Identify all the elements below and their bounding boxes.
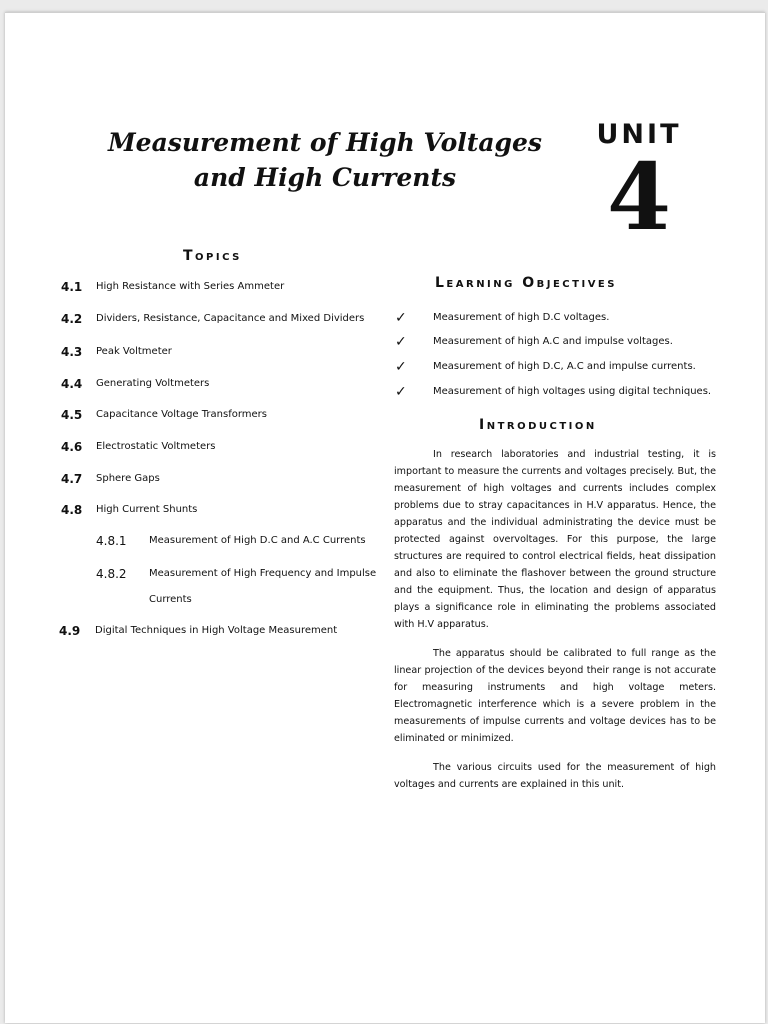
topic-number: 4.9	[59, 624, 81, 638]
topic-text: Capacitance Voltage Transformers	[96, 409, 267, 420]
topic-number: 4.1	[61, 280, 83, 294]
topic-text: Measurement of High D.C and A.C Currents	[149, 535, 366, 546]
topic-text: High Current Shunts	[96, 504, 198, 515]
intro-paragraph: In research laboratories and industrial testing, it is important to measure the currents and voltages precisely. But, the measurement of high voltages and currents includes complex problems due to stray capacitances in H.V apparatus. Hence, the apparatus and the individual administrating the device must be protected against overvoltages. For this purpose, the large structures are required to control electrical fields, heat dissipation and also to eliminate the flashover between the ground structure and the equipment. Thus, the location and design of apparatus plays a significance role in eliminating the problems associated with H.V apparatus.	[394, 449, 716, 630]
checkmark-icon: ✓	[395, 310, 407, 326]
checkmark-icon: ✓	[395, 359, 407, 375]
topic-text: Generating Voltmeters	[96, 378, 210, 389]
title-line-1: Measurement of High Voltages	[108, 128, 542, 157]
unit-number: 4	[606, 143, 671, 251]
topic-number: 4.6	[61, 440, 83, 454]
title-line-2: and High Currents	[193, 163, 457, 192]
topic-number: 4.5	[61, 408, 83, 422]
topic-text: Measurement of High Frequency and Impulse	[149, 568, 377, 579]
checkmark-icon: ✓	[395, 334, 407, 350]
objective-text: Measurement of high D.C, A.C and impulse currents.	[433, 361, 696, 372]
topic-number: 4.2	[61, 312, 83, 326]
topic-number: 4.8.1	[96, 534, 127, 548]
topic-text: Electrostatic Voltmeters	[96, 441, 216, 452]
intro-paragraph: The various circuits used for the measurement of high voltages and currents are explained in this unit.	[394, 762, 716, 790]
topic-number: 4.3	[61, 345, 83, 359]
topic-text: Digital Techniques in High Voltage Measurement	[95, 625, 338, 636]
topic-number: 4.4	[61, 377, 83, 391]
document-page	[5, 12, 765, 1023]
objective-text: Measurement of high D.C voltages.	[433, 312, 610, 323]
introduction-heading: Introduction	[479, 417, 597, 433]
unit-label: UNIT	[596, 119, 682, 150]
topic-text: Dividers, Resistance, Capacitance and Mixed Dividers	[96, 313, 365, 324]
topic-text: Peak Voltmeter	[96, 346, 172, 357]
topic-number: 4.8.2	[96, 567, 127, 581]
topic-number: 4.8	[61, 503, 83, 517]
checkmark-icon: ✓	[395, 384, 407, 400]
learning-objectives-heading: Learning Objectives	[435, 275, 617, 291]
topic-text: Sphere Gaps	[96, 473, 160, 484]
page-title	[65, 125, 585, 195]
topics-heading: Topics	[183, 248, 242, 264]
objective-text: Measurement of high A.C and impulse voltages.	[433, 336, 673, 347]
topic-number: 4.7	[61, 472, 83, 486]
topic-text: High Resistance with Series Ammeter	[96, 281, 285, 292]
topic-text: Currents	[149, 594, 192, 605]
objective-text: Measurement of high voltages using digital techniques.	[433, 386, 712, 397]
intro-paragraph: The apparatus should be calibrated to full range as the linear projection of the devices beyond their range is not accurate for measuring instruments and high voltage meters. Electromagnetic interference which is a severe problem in the measurements of impulse currents and voltage devices has to be eliminated or minimized.	[394, 648, 716, 744]
